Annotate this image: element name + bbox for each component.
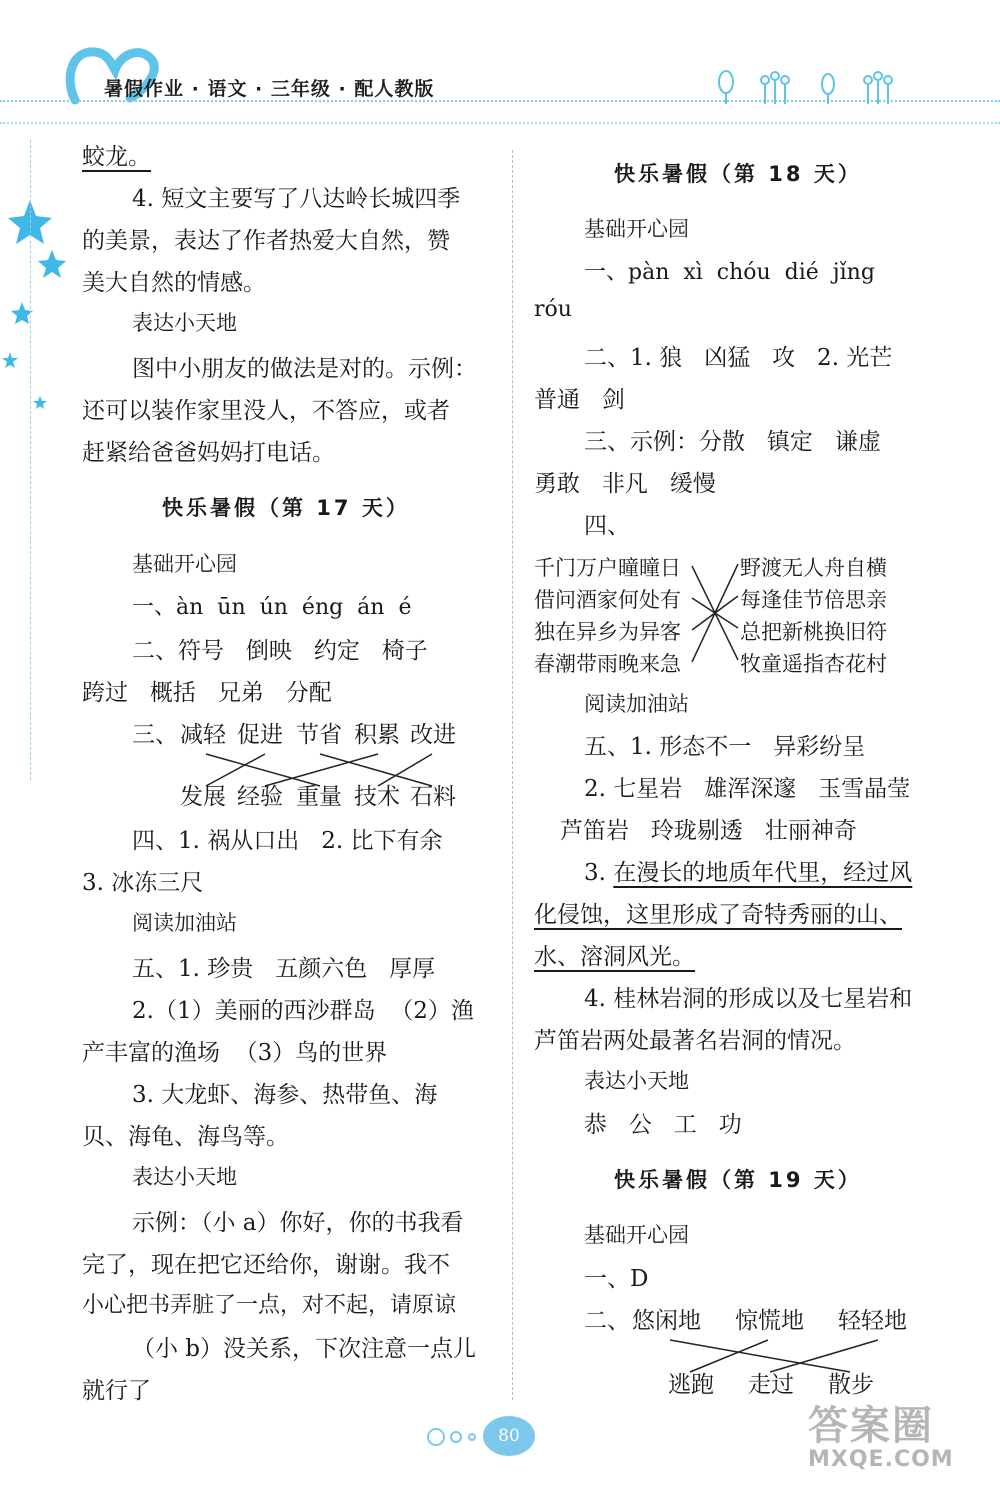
text-line: 美大自然的情感。 <box>82 270 266 296</box>
text-line: （小 b）没关系，下次注意一点儿 <box>132 1336 477 1362</box>
watermark-url: MXQE.COM <box>808 1447 954 1472</box>
section-title-day19: 快乐暑假（第 19 天） <box>614 1168 862 1192</box>
text-line: 2.（1）美丽的西沙群岛 （2）渔 <box>132 998 474 1024</box>
section-title-day17: 快乐暑假（第 17 天） <box>162 496 410 520</box>
poem-right-line: 野渡无人舟自横 <box>740 556 887 580</box>
sub-heading: 阅读加油站 <box>584 692 689 716</box>
text-line: 五、1. 形态不一 异彩纷呈 <box>584 734 866 760</box>
page-header <box>0 0 1000 140</box>
text-line: 普通 剑 <box>534 387 625 413</box>
sub-heading: 表达小天地 <box>132 1165 237 1189</box>
sub-heading: 基础开心园 <box>132 552 237 576</box>
text-line: 图中小朋友的做法是对的。示例： <box>132 356 477 382</box>
match-prefix: 二、 <box>584 1308 630 1334</box>
text-line: 2. 七星岩 雄浑深邃 玉雪晶莹 <box>584 776 911 802</box>
sub-heading: 基础开心园 <box>584 217 689 241</box>
match-top-item: 改进 <box>410 722 456 748</box>
sub-heading: 基础开心园 <box>584 1223 689 1247</box>
star-decorations <box>0 190 70 420</box>
text-line: 蛟龙。 <box>82 144 151 170</box>
text-line: 就行了 <box>82 1378 151 1404</box>
page-number-bubbles <box>424 1425 484 1449</box>
left-margin-line <box>30 140 31 780</box>
text-line: 五、1. 珍贵 五颜六色 厚厚 <box>132 956 436 982</box>
poem-match-lines <box>690 560 740 670</box>
text-line: 二、1. 狼 凶猛 攻 2. 光芒 <box>584 345 893 371</box>
text-line: 还可以装作家里没人，不答应，或者 <box>82 398 450 424</box>
match-top-item: 减轻 <box>180 722 226 748</box>
poem-right-line: 总把新桃换旧符 <box>740 620 887 644</box>
match-bottom-item: 技术 <box>354 784 400 810</box>
match-bottom-item: 走过 <box>748 1372 794 1398</box>
text-line: 产丰富的渔场 （3）鸟的世界 <box>82 1040 388 1066</box>
match-top-item: 节省 <box>296 722 342 748</box>
section-title-day18: 快乐暑假（第 18 天） <box>614 162 862 186</box>
page-number: 80 <box>483 1416 535 1456</box>
text-line: róu <box>534 297 572 322</box>
match-bottom-item: 石料 <box>410 784 456 810</box>
poem-right-line: 牧童遥指杏花村 <box>740 652 887 676</box>
sub-heading: 表达小天地 <box>132 311 237 335</box>
header-dotted-line-2 <box>0 122 1000 124</box>
column-divider <box>512 150 513 1400</box>
text-line: 恭 公 工 功 <box>584 1112 742 1138</box>
text-line: 跨过 概括 兄弟 分配 <box>82 680 332 706</box>
text-line: 的美景，表达了作者热爱大自然，赞 <box>82 228 450 254</box>
match-bottom-item: 发展 <box>180 784 226 810</box>
text-line: 四、1. 祸从口出 2. 比下有余 <box>132 828 443 854</box>
text-line: 四、 <box>584 513 630 539</box>
text-line: 一、àn ūn ún éng án é <box>132 595 412 620</box>
match-top-item: 积累 <box>354 722 400 748</box>
poem-left-line: 借问酒家何处有 <box>534 588 681 612</box>
text-line: 芦笛岩两处最著名岩洞的情况。 <box>534 1028 856 1054</box>
poem-left-line: 春潮带雨晚来急 <box>534 652 681 676</box>
poem-left-line: 独在异乡为异客 <box>534 620 681 644</box>
text-line: 示例：（小 a）你好，你的书我看 <box>132 1210 464 1236</box>
text-line: 一、pàn xì chóu dié jǐng <box>584 260 875 285</box>
header-title: 暑假作业 · 语文 · 三年级 · 配人教版 <box>104 78 435 100</box>
text-line: 赶紧给爸爸妈妈打电话。 <box>82 440 335 466</box>
match-top-item: 惊慌地 <box>735 1308 804 1334</box>
text-line: 二、符号 倒映 约定 椅子 <box>132 638 428 664</box>
sub-heading: 阅读加油站 <box>132 911 237 935</box>
watermark <box>808 1394 954 1472</box>
poem-right-line: 每逢佳节倍思亲 <box>740 588 887 612</box>
text-line: 3. 大龙虾、海参、热带鱼、海 <box>132 1082 438 1108</box>
text-line: 完了，现在把它还给你，谢谢。我不 <box>82 1252 450 1278</box>
poem-left-line: 千门万户曈曈日 <box>534 556 681 580</box>
match-top-item: 促进 <box>237 722 283 748</box>
text-line: 化侵蚀，这里形成了奇特秀丽的山、 <box>534 902 902 928</box>
match-top-item: 轻轻地 <box>838 1308 907 1334</box>
text-line: 4. 短文主要写了八达岭长城四季 <box>132 186 461 212</box>
watermark-logo-text: 答案圈 <box>808 1403 934 1449</box>
match-bottom-item: 经验 <box>237 784 283 810</box>
match-top-item: 悠闲地 <box>632 1308 701 1334</box>
match-bottom-item: 重量 <box>296 784 342 810</box>
text-line: 3. 在漫长的地质年代里，经过风 <box>584 860 913 886</box>
text-line: 3. 冰冻三尺 <box>82 870 204 896</box>
text-line: 三、示例：分散 镇定 谦虚 <box>584 429 881 455</box>
text-line: 一、D <box>584 1266 649 1292</box>
text-line: 贝、海龟、海鸟等。 <box>82 1124 289 1150</box>
sub-heading: 表达小天地 <box>584 1069 689 1093</box>
match-bottom-item: 逃跑 <box>668 1372 714 1398</box>
text-line: 芦笛岩 玲珑剔透 壮丽神奇 <box>560 818 857 844</box>
text-line: 小心把书弄脏了一点，对不起，请原谅 <box>82 1293 457 1318</box>
text-line: 水、溶洞风光。 <box>534 944 695 970</box>
text-line: 勇敢 非凡 缓慢 <box>534 471 716 497</box>
match-prefix: 三、 <box>132 722 178 748</box>
text-line: 4. 桂林岩洞的形成以及七星岩和 <box>584 986 913 1012</box>
plant-icons <box>710 66 900 106</box>
match-bottom-item: 散步 <box>828 1372 874 1398</box>
